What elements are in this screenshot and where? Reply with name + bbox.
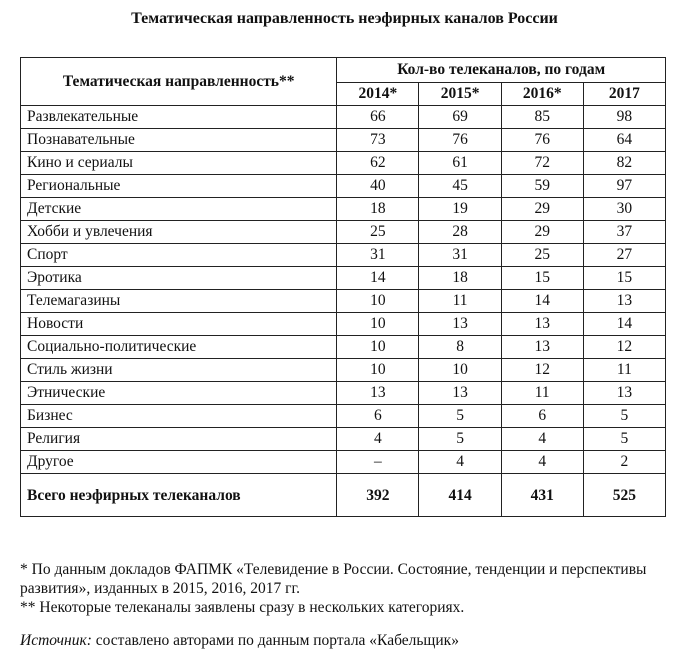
value-cell: 11	[501, 382, 583, 405]
value-cell: 29	[501, 221, 583, 244]
value-cell: 73	[337, 129, 419, 152]
value-cell: 10	[337, 336, 419, 359]
value-cell: 18	[337, 198, 419, 221]
source-label: Источник:	[20, 632, 92, 649]
value-cell: 15	[501, 267, 583, 290]
table-row	[21, 129, 666, 152]
value-cell: 8	[419, 336, 501, 359]
value-cell: 25	[337, 221, 419, 244]
value-cell: 13	[583, 290, 665, 313]
row-label: Социально-политические	[21, 336, 337, 359]
footnote: * По данным докладов ФАПМК «Телевидение в России. Состояние, тенденции и перспективы развития», изданных в 2015, 2016, 2017 гг.	[20, 561, 647, 597]
value-cell: 13	[501, 336, 583, 359]
table-row	[21, 313, 666, 336]
value-cell: 14	[583, 313, 665, 336]
value-cell: 14	[337, 267, 419, 290]
value-cell: 37	[583, 221, 665, 244]
value-cell: 62	[337, 152, 419, 175]
value-cell: 18	[419, 267, 501, 290]
value-cell: 66	[337, 106, 419, 129]
total-cell: 525	[583, 474, 665, 517]
value-cell: 12	[583, 336, 665, 359]
value-cell: 76	[501, 129, 583, 152]
table-row	[21, 152, 666, 175]
value-cell: 64	[583, 129, 665, 152]
value-cell: 12	[501, 359, 583, 382]
category-column-header: Тематическая направленность**	[21, 58, 337, 106]
value-cell: 45	[419, 175, 501, 198]
row-label: Эротика	[21, 267, 337, 290]
row-label: Телемагазины	[21, 290, 337, 313]
value-cell: 4	[501, 428, 583, 451]
value-cell: 30	[583, 198, 665, 221]
total-label: Всего неэфирных телеканалов	[21, 474, 337, 517]
total-cell: 392	[337, 474, 419, 517]
table-row	[21, 221, 666, 244]
table-row	[21, 175, 666, 198]
row-label: Кино и сериалы	[21, 152, 337, 175]
footnotes	[20, 560, 680, 617]
value-cell: 27	[583, 244, 665, 267]
table-row	[21, 290, 666, 313]
value-cell: 72	[501, 152, 583, 175]
value-cell: –	[337, 451, 419, 474]
source-line	[20, 631, 680, 650]
value-cell: 31	[419, 244, 501, 267]
value-cell: 13	[337, 382, 419, 405]
table-row	[21, 244, 666, 267]
value-cell: 19	[419, 198, 501, 221]
value-cell: 25	[501, 244, 583, 267]
value-cell: 5	[583, 428, 665, 451]
value-cell: 5	[583, 405, 665, 428]
table-title: Тематическая направленность неэфирных каналов России	[131, 10, 558, 27]
year-header: 2015*	[419, 83, 501, 106]
table-row	[21, 336, 666, 359]
value-cell: 28	[419, 221, 501, 244]
row-label: Стиль жизни	[21, 359, 337, 382]
value-cell: 61	[419, 152, 501, 175]
years-group-header: Кол-во телеканалов, по годам	[337, 58, 666, 83]
value-cell: 4	[501, 451, 583, 474]
row-label: Хобби и увлечения	[21, 221, 337, 244]
year-header: 2016*	[501, 83, 583, 106]
total-cell: 431	[501, 474, 583, 517]
table-row	[21, 428, 666, 451]
table-row	[21, 267, 666, 290]
value-cell: 69	[419, 106, 501, 129]
footnote: ** Некоторые телеканалы заявлены сразу в нескольких категориях.	[20, 599, 465, 616]
value-cell: 5	[419, 428, 501, 451]
value-cell: 10	[419, 359, 501, 382]
value-cell: 13	[419, 382, 501, 405]
value-cell: 13	[583, 382, 665, 405]
value-cell: 82	[583, 152, 665, 175]
value-cell: 4	[337, 428, 419, 451]
value-cell: 29	[501, 198, 583, 221]
row-label: Другое	[21, 451, 337, 474]
row-label: Детские	[21, 198, 337, 221]
value-cell: 11	[583, 359, 665, 382]
table-row	[21, 405, 666, 428]
row-label: Познавательные	[21, 129, 337, 152]
value-cell: 10	[337, 313, 419, 336]
row-label: Развлекательные	[21, 106, 337, 129]
row-label: Спорт	[21, 244, 337, 267]
row-label: Региональные	[21, 175, 337, 198]
value-cell: 85	[501, 106, 583, 129]
value-cell: 40	[337, 175, 419, 198]
year-header: 2014*	[337, 83, 419, 106]
value-cell: 10	[337, 359, 419, 382]
total-cell: 414	[419, 474, 501, 517]
row-label: Новости	[21, 313, 337, 336]
value-cell: 11	[419, 290, 501, 313]
table-row	[21, 382, 666, 405]
row-label: Бизнес	[21, 405, 337, 428]
year-header: 2017	[583, 83, 665, 106]
value-cell: 31	[337, 244, 419, 267]
value-cell: 5	[419, 405, 501, 428]
value-cell: 98	[583, 106, 665, 129]
source-text: составлено авторами по данным портала «Кабельщик»	[91, 632, 459, 649]
value-cell: 59	[501, 175, 583, 198]
table-row	[21, 451, 666, 474]
value-cell: 4	[419, 451, 501, 474]
table-row	[21, 198, 666, 221]
value-cell: 15	[583, 267, 665, 290]
value-cell: 97	[583, 175, 665, 198]
table-row	[21, 359, 666, 382]
value-cell: 2	[583, 451, 665, 474]
value-cell: 76	[419, 129, 501, 152]
value-cell: 13	[501, 313, 583, 336]
table-row	[21, 106, 666, 129]
value-cell: 10	[337, 290, 419, 313]
value-cell: 6	[337, 405, 419, 428]
channels-table	[20, 57, 666, 517]
value-cell: 13	[419, 313, 501, 336]
value-cell: 6	[501, 405, 583, 428]
total-row	[21, 474, 666, 517]
value-cell: 14	[501, 290, 583, 313]
row-label: Этнические	[21, 382, 337, 405]
row-label: Религия	[21, 428, 337, 451]
